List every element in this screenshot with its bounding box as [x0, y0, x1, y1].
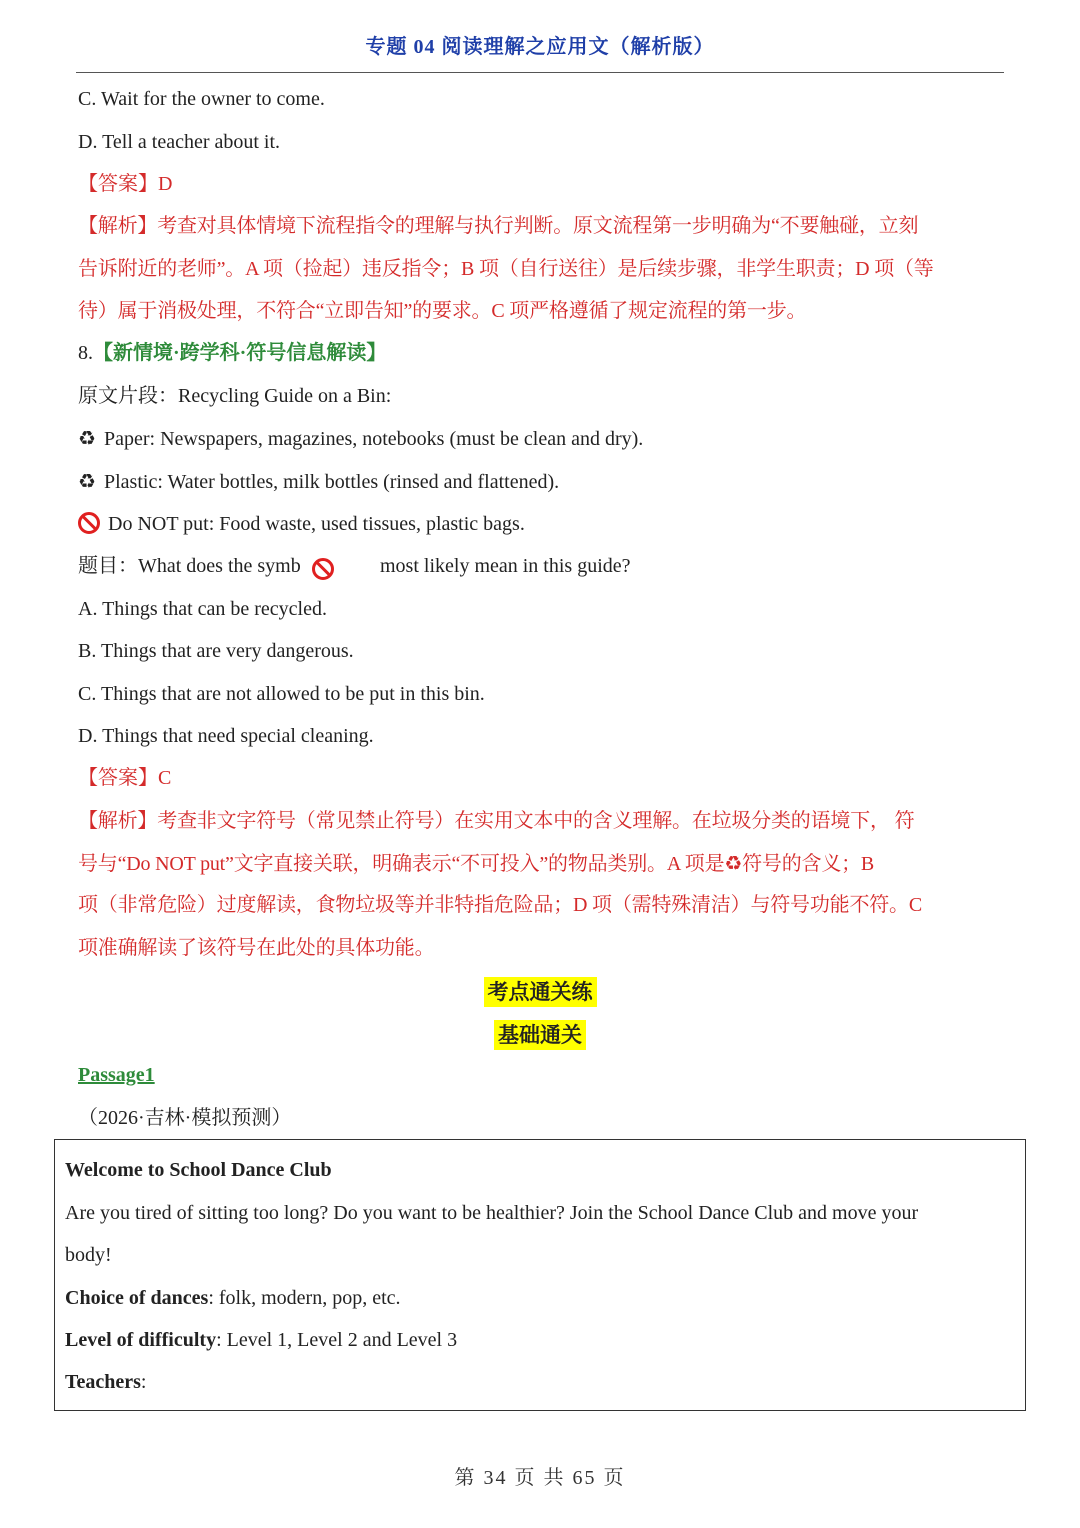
q8-item-paper — [78, 425, 643, 452]
q7-analysis-line-1: 【解析】考查对具体情境下流程指令的理解与执行判断。原文流程第一步明确为“不要触碰，立刻 — [78, 215, 919, 237]
passage-title: Passage1 — [78, 1064, 155, 1086]
section-basic-heading — [0, 1019, 1080, 1049]
q8-item-plastic-text: Plastic: Water bottles, milk bottles (rinsed and flattened). — [104, 471, 560, 493]
prohibit-icon — [312, 558, 334, 580]
page-header-title: 专题 04 阅读理解之应用文（解析版） — [365, 36, 715, 58]
box-level — [65, 1327, 457, 1353]
page-footer-number: 第 34 页 共 65 页 — [454, 1467, 626, 1489]
teachers-value: : — [140, 1371, 147, 1393]
prohibit-icon — [78, 512, 100, 534]
box-title: Welcome to School Dance Club — [65, 1159, 332, 1181]
q8-item-not — [78, 511, 525, 537]
recycle-icon: ♻ — [78, 469, 96, 493]
passage-text-box — [54, 1139, 1026, 1411]
dances-label: Choice of dances — [65, 1287, 209, 1309]
q8-option-a: A. Things that can be recycled. — [78, 598, 327, 620]
q8-answer: 【答案】C — [78, 767, 172, 789]
box-intro-line-2: body! — [65, 1244, 112, 1266]
box-dances — [65, 1285, 401, 1311]
recycle-icon: ♻ — [78, 426, 96, 450]
q8-item-paper-text: Paper: Newspapers, magazines, notebooks (must be clean and dry). — [104, 428, 644, 450]
level-label: Level of difficulty — [65, 1329, 217, 1351]
q8-option-d: D. Things that need special cleaning. — [78, 725, 374, 747]
q8-analysis-line-2a: 号与“Do NOT put”文字直接关联，明确表示“不可投入”的物品类别。A 项是 — [78, 853, 725, 875]
section-practice-heading — [0, 976, 1080, 1006]
header-divider — [76, 72, 1004, 73]
q8-question-part-2: most likely mean in this guide? — [380, 555, 631, 577]
q7-answer: 【答案】D — [78, 173, 173, 195]
box-intro-line-1: Are you tired of sitting too long? Do you want to be healthier? Join the School Dance Club and move your — [65, 1202, 919, 1224]
level-value: : Level 1, Level 2 and Level 3 — [216, 1329, 458, 1351]
passage-source: （2026·吉林·模拟预测） — [78, 1107, 292, 1129]
recycle-icon: ♻ — [724, 851, 743, 875]
q7-option-d: D. Tell a teacher about it. — [78, 131, 281, 153]
q7-analysis-line-2: 告诉附近的老师”。A 项（捡起）违反指令；B 项（自行送往）是后续步骤，非学生职责；D 项（等 — [78, 258, 934, 280]
q8-item-not-text: Do NOT put: Food waste, used tissues, plastic bags. — [108, 513, 525, 535]
dances-value: : folk, modern, pop, etc. — [208, 1287, 401, 1309]
teachers-label: Teachers — [65, 1371, 141, 1393]
q7-option-c: C. Wait for the owner to come. — [78, 88, 325, 110]
q8-analysis-line-4: 项准确解读了该符号在此处的具体功能。 — [78, 937, 435, 959]
q8-analysis-line-2b: 符号的含义；B — [742, 853, 875, 875]
q8-option-b: B. Things that are very dangerous. — [78, 640, 354, 662]
q8-tag: 【新情境·跨学科·符号信息解读】 — [93, 342, 387, 364]
q8-analysis-line-3: 项（非常危险）过度解读，食物垃圾等并非特指危险品；D 项（需特殊清洁）与符号功能不符。C — [78, 894, 922, 916]
q8-analysis-line-1: 【解析】考查非文字符号（常见禁止符号）在实用文本中的含义理解。在垃圾分类的语境下， 符 — [78, 810, 915, 832]
q8-number: 8. — [78, 342, 93, 364]
box-teachers — [65, 1369, 146, 1395]
q8-question-part-1: 题目：What does the symb — [78, 555, 301, 577]
section-practice-text: 考点通关练 — [484, 977, 597, 1007]
section-basic-text: 基础通关 — [494, 1020, 586, 1050]
q8-heading — [78, 340, 386, 366]
q8-item-plastic — [78, 468, 559, 495]
q7-analysis-line-3: 待）属于消极处理，不符合“立即告知”的要求。C 项严格遵循了规定流程的第一步。 — [78, 300, 807, 322]
q8-source: 原文片段：Recycling Guide on a Bin: — [78, 385, 392, 407]
q8-analysis-line-2 — [78, 850, 874, 877]
q8-option-c: C. Things that are not allowed to be put in this bin. — [78, 683, 485, 705]
